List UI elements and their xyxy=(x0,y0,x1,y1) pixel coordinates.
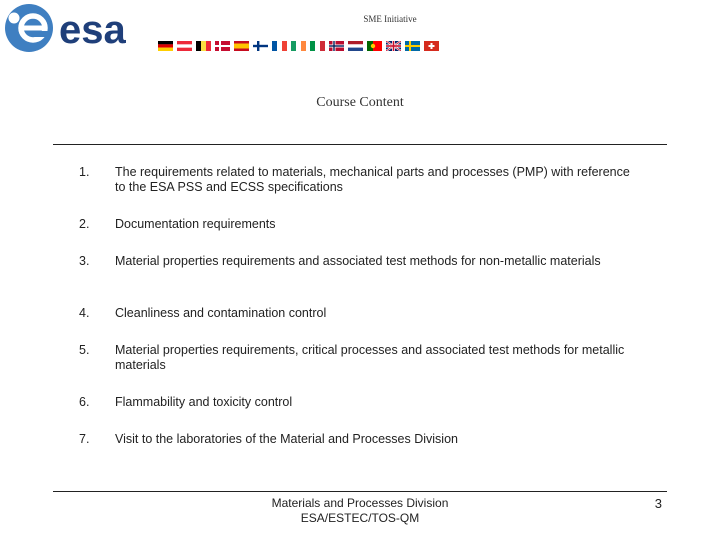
footer-reference: ESA/ESTEC/TOS-QM xyxy=(300,511,420,525)
item-text: Material properties requirements and associated test methods for non-metallic materials xyxy=(115,254,601,268)
item-text: Flammability and toxicity control xyxy=(115,395,293,409)
slide-title: Course Content xyxy=(316,95,404,110)
ireland-flag-icon xyxy=(291,41,306,51)
finland-flag-icon xyxy=(253,41,268,51)
belgium-flag-icon xyxy=(196,41,211,51)
netherlands-flag-icon xyxy=(348,41,363,51)
italy-flag-icon xyxy=(310,41,325,51)
item-text: Documentation requirements xyxy=(115,217,276,231)
item-text: Cleanliness and contamination control xyxy=(115,306,327,320)
member-flags xyxy=(158,41,439,51)
item-number: 7. xyxy=(79,432,90,446)
footer xyxy=(240,496,480,526)
logo-wordmark: esa xyxy=(59,8,126,52)
esa-logo xyxy=(0,0,160,56)
sweden-flag-icon xyxy=(405,41,420,51)
top-divider xyxy=(53,144,667,145)
switzerland-flag-icon xyxy=(424,41,439,51)
item-number: 4. xyxy=(79,306,90,320)
spain-flag-icon xyxy=(234,41,249,51)
item-text: Material properties requirements, critical processes and associated test methods for metallic materials xyxy=(115,343,625,372)
item-number: 5. xyxy=(79,343,90,357)
norway-flag-icon xyxy=(329,41,344,51)
france-flag-icon xyxy=(272,41,287,51)
item-number: 3. xyxy=(79,254,90,268)
footer-division: Materials and Processes Division xyxy=(271,496,449,510)
item-number: 2. xyxy=(79,217,90,231)
bottom-divider xyxy=(53,491,667,492)
portugal-flag-icon xyxy=(367,41,382,51)
item-text: The requirements related to materials, mechanical parts and processes (PMP) with reference to the ESA PSS and ECSS specifications xyxy=(115,165,630,194)
page-number: 3 xyxy=(654,496,662,511)
item-text: Visit to the laboratories of the Material and Processes Division xyxy=(115,432,458,446)
austria-flag-icon xyxy=(177,41,192,51)
germany-flag-icon xyxy=(158,41,173,51)
item-number: 1. xyxy=(79,165,90,179)
header-label: SME Initiative xyxy=(363,14,417,24)
united-kingdom-flag-icon xyxy=(386,41,401,51)
denmark-flag-icon xyxy=(215,41,230,51)
item-number: 6. xyxy=(79,395,90,409)
